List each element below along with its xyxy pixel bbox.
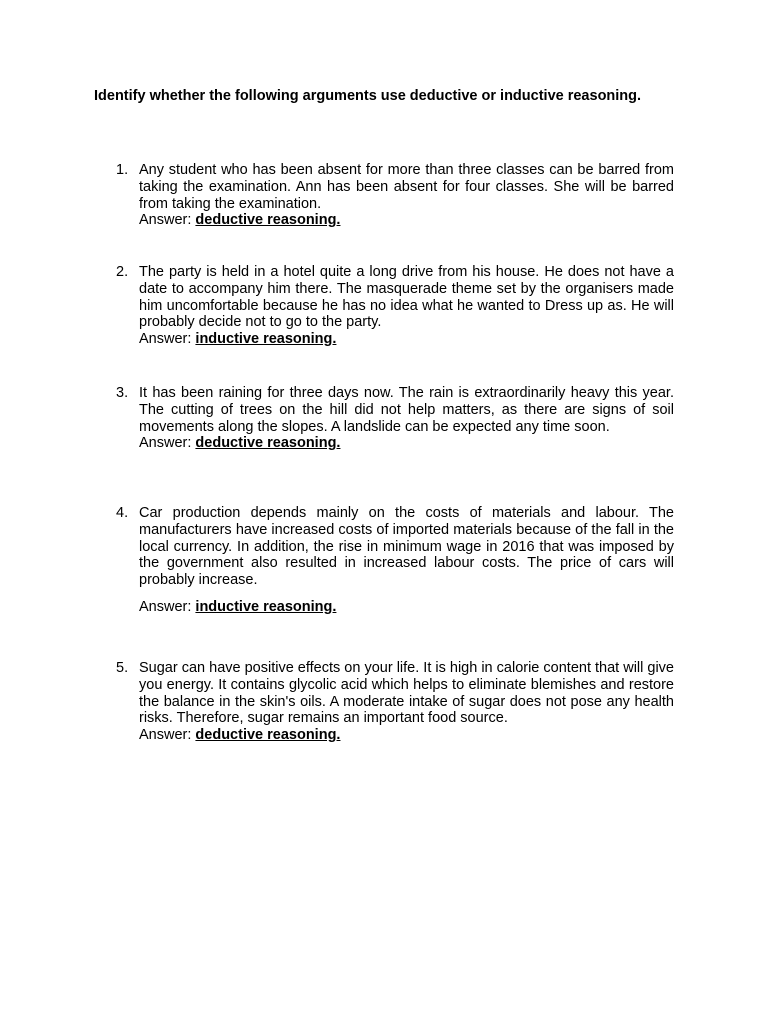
answer-label: Answer: — [139, 598, 192, 615]
answer-value: deductive reasoning. — [195, 435, 341, 452]
question-body — [139, 660, 674, 744]
question-body — [139, 385, 674, 452]
question-text: Any student who has been absent for more than three classes can be barred from taking the examination. Ann has been absent for four classes. She will be barred from taking the examination. — [139, 162, 674, 212]
answer-line — [139, 727, 674, 744]
question-text: Car production depends mainly on the costs of materials and labour. The manufacturers have increased costs of imported materials because of the fall in the local currency. In addition, the rise in minimum wage in 2016 that was imposed by the government also resulted in increased labour costs. The price of cars will probably increase. — [139, 505, 674, 589]
question-number: 5. — [116, 660, 129, 676]
answer-value: deductive reasoning. — [195, 212, 341, 229]
answer-label: Answer: — [139, 727, 192, 744]
question-text: The party is held in a hotel quite a long drive from his house. He does not have a date to accompany him there. The masquerade theme set by the organisers made him uncomfortable because he has no idea what he wanted to Dress up as. He will probably decide not to go to the party. — [139, 264, 674, 331]
question-body — [139, 264, 674, 348]
answer-label: Answer: — [139, 435, 192, 452]
question-text: It has been raining for three days now. The rain is extraordinarily heavy this year. The cutting of trees on the hill did not help matters, as there are signs of soil movements along the slopes. A landslide can be expected any time soon. — [139, 385, 674, 435]
question-text: Sugar can have positive effects on your life. It is high in calorie content that will give you energy. It contains glycolic acid which helps to eliminate blemishes and restore the balance in the skin's oils. A moderate intake of sugar does not pose any health risks. Therefore, sugar remains an important food source. — [139, 660, 674, 727]
question-number: 2. — [116, 264, 129, 280]
instruction-heading: Identify whether the following arguments use deductive or inductive reasoning. — [94, 88, 642, 104]
answer-line — [139, 331, 674, 348]
question-body — [139, 505, 674, 616]
answer-line — [139, 212, 674, 229]
answer-value: inductive reasoning. — [195, 331, 337, 348]
answer-label: Answer: — [139, 331, 192, 348]
answer-label: Answer: — [139, 212, 192, 229]
question-body — [139, 162, 674, 229]
question-number: 1. — [116, 162, 129, 178]
answer-value: deductive reasoning. — [195, 727, 341, 744]
question-number: 3. — [116, 385, 129, 401]
question-number: 4. — [116, 505, 129, 521]
answer-value: inductive reasoning. — [195, 598, 337, 615]
answer-line — [139, 599, 674, 616]
answer-line — [139, 435, 674, 452]
